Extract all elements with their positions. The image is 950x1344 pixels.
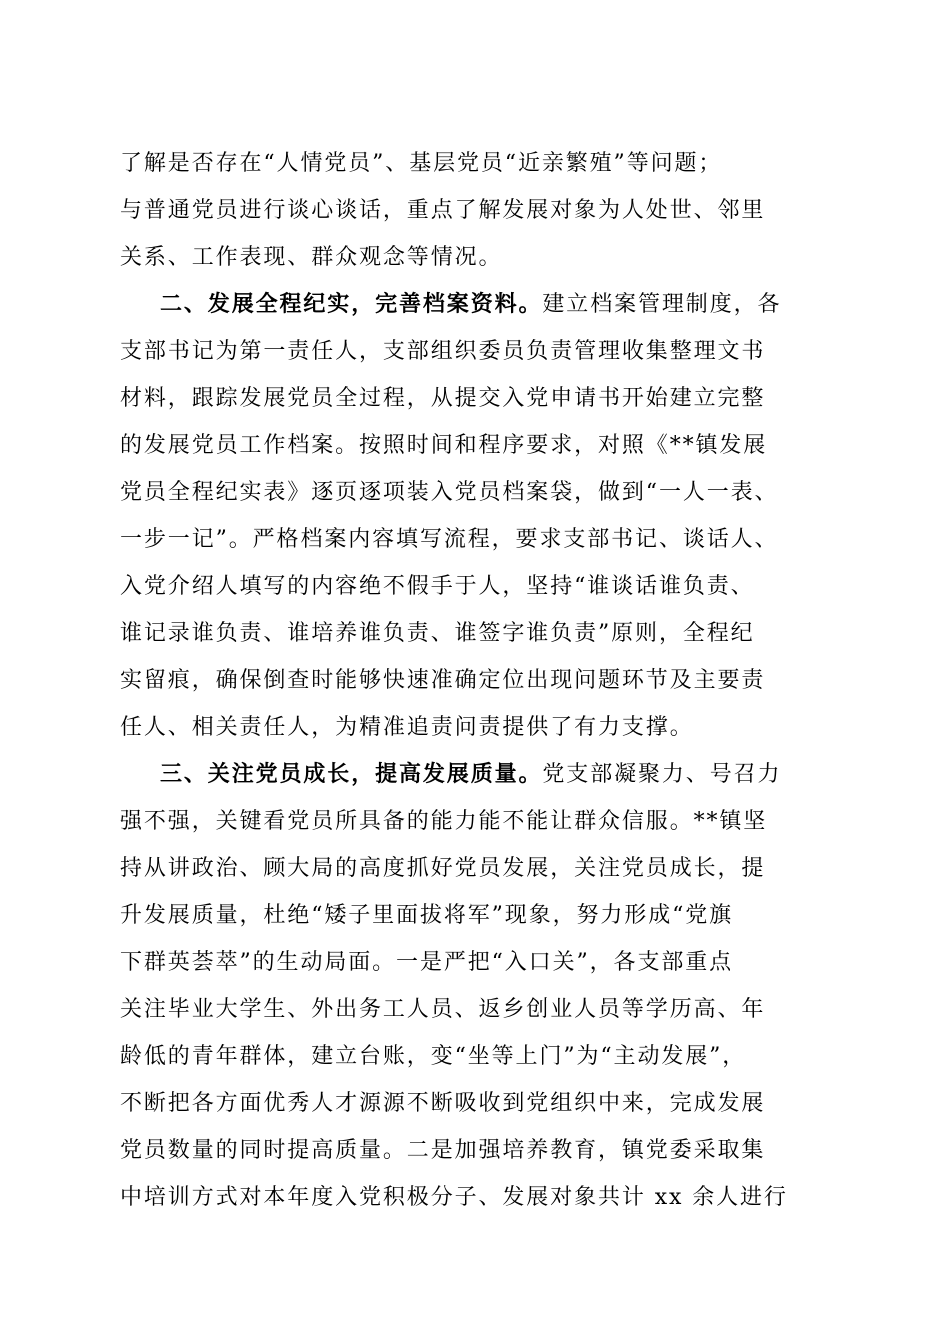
text-line: 谁记录谁负责、谁培养谁负责、谁签字谁负责”原则，全程纪: [120, 621, 755, 646]
section-heading-3: 三、关注党员成长，提高发展质量。: [160, 762, 543, 787]
paragraph-1: [120, 140, 840, 281]
paragraph-3: [120, 751, 840, 1221]
text-line: 升发展质量，杜绝“矮子里面拔将军”现象，努力形成“党旗: [120, 903, 734, 928]
text-line: 强不强，关键看党员所具备的能力能不能让群众信服。**镇坚: [120, 809, 768, 834]
paragraph-first-line: [120, 751, 840, 798]
text-line: 材料，跟踪发展党员全过程，从提交入党申请书开始建立完整: [120, 386, 766, 411]
text-line: 入党介绍人填写的内容绝不假手于人，坚持“谁谈话谁负责、: [120, 574, 755, 599]
text-line: 龄低的青年群体，建立台账，变“坐等上门”为“主动发展”，: [120, 1044, 747, 1069]
text-line: 持从讲政治、顾大局的高度抓好党员发展，关注党员成长，提: [120, 856, 766, 881]
paragraph-first-line: [120, 281, 840, 328]
section-heading-2: 二、发展全程纪实，完善档案资料。: [160, 292, 543, 317]
text-line: 与普通党员进行谈心谈话，重点了解发展对象为人处世、邻里: [120, 198, 766, 223]
text-line: 的发展党员工作档案。按照时间和程序要求，对照《**镇发展: [120, 433, 768, 458]
text-line: 一步一记”。严格档案内容填写流程，要求支部书记、谈话人、: [120, 527, 779, 552]
text-line: 中培训方式对本年度入党积极分子、发展对象共计 xx 余人进行: [120, 1185, 788, 1210]
text-line: 任人、相关责任人，为精准追责问责提供了有力支撑。: [120, 715, 694, 740]
text-fragment: 党支部凝聚力、号召力: [542, 762, 782, 787]
text-line: 关注毕业大学生、外出务工人员、返乡创业人员等学历高、年: [120, 997, 766, 1022]
paragraph-2: [120, 281, 840, 751]
text-line: 不断把各方面优秀人才源源不断吸收到党组织中来，完成发展: [120, 1091, 766, 1116]
document-body: [120, 140, 840, 1221]
text-fragment: 建立档案管理制度，各: [542, 292, 782, 317]
text-line: 下群英荟萃”的生动局面。一是严把“入口关”，各支部重点: [120, 950, 734, 975]
text-line: 了解是否存在“人情党员”、基层党员“近亲繁殖”等问题；: [120, 151, 723, 176]
text-line: 党员全程纪实表》逐页逐项装入党员档案袋，做到“一人一表、: [120, 480, 779, 505]
text-line: 支部书记为第一责任人，支部组织委员负责管理收集整理文书: [120, 339, 766, 364]
text-line: 关系、工作表现、群众观念等情况。: [120, 245, 503, 270]
text-line: 党员数量的同时提高质量。二是加强培养教育，镇党委采取集: [120, 1138, 766, 1163]
text-line: 实留痕，确保倒查时能够快速准确定位出现问题环节及主要责: [120, 668, 766, 693]
